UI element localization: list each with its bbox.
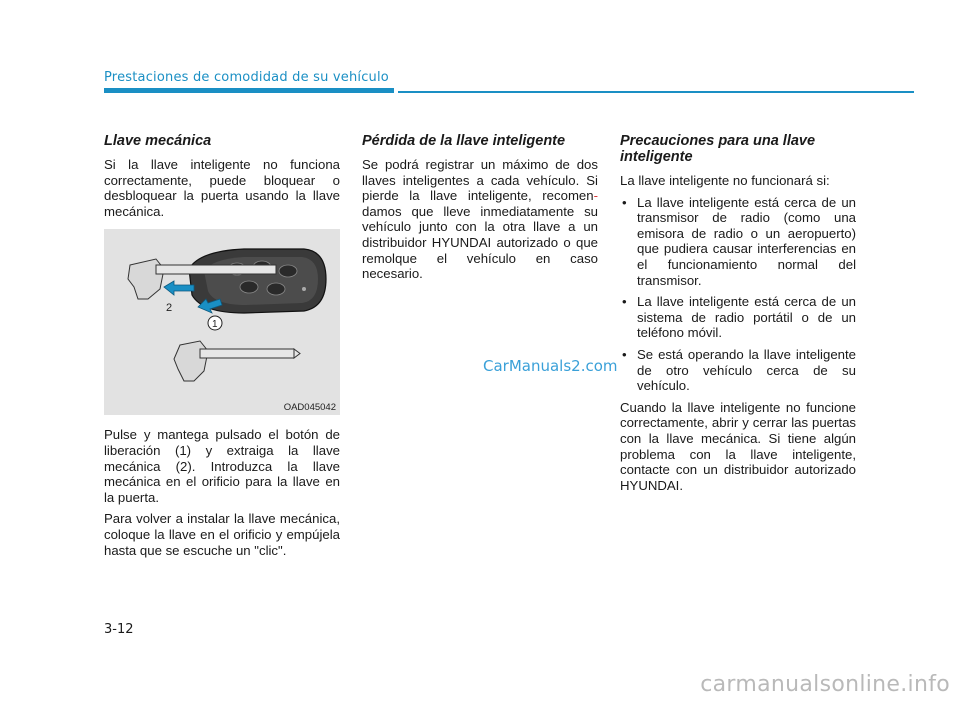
- paragraph-mechanical-key-reinstall: Para volver a instalar la llave mecánica, coloque la llave en el orificio y empújela hasta que se escuche un "clic".: [104, 511, 340, 558]
- heading-mechanical-key: Llave mecánica: [104, 133, 212, 149]
- section-title: Prestaciones de comodidad de su vehículo: [104, 70, 389, 85]
- column-smart-key-precautions: [620, 133, 856, 499]
- footer-site-link[interactable]: carmanualsonline.info: [700, 672, 950, 697]
- paragraph-lost-smart-key-part1: Se podrá registrar un máximo de dos llaves inteligentes a cada vehículo. Si pierde la llave inteligente, recomen: [362, 157, 598, 204]
- watermark-text: CarManuals2.com: [483, 357, 618, 375]
- header-rule-thin: [398, 91, 914, 93]
- smart-key-figure: [104, 229, 340, 415]
- paragraph-mechanical-key-release: Pulse y mantega pulsado el botón de liberación (1) y extraiga la llave mecánica (2). Introduzca la llave mecánica en el orificio para la llave en la puerta.: [104, 427, 340, 505]
- paragraph-lost-smart-key: [362, 157, 598, 282]
- figure-code: OAD045042: [283, 402, 336, 414]
- page-number: 3-12: [104, 622, 134, 637]
- precautions-list: [620, 195, 856, 394]
- figure-label-1: 1: [212, 319, 218, 331]
- heading-lost-smart-key: Pérdida de la llave inteligente: [362, 133, 566, 149]
- column-lost-smart-key: [362, 133, 598, 288]
- column-mechanical-key: [104, 133, 340, 564]
- paragraph-precautions-advice: Cuando la llave inteligente no funcione correctamente, abrir y cerrar las puertas con la llave mecánica. Si tiene algún problema con la llave inteligente, contacte con un distribuidor autorizado HYUNDAI.: [620, 399, 856, 493]
- list-item: • La llave inteligente está cerca de un transmisor de radio (como una emisora de radio o un aeropuerto) que pudiera causar interferencias en el funcionamiento normal del transmisor.: [620, 195, 856, 289]
- paragraph-lost-smart-key-part2: damos que lleve inmediatamente su vehículo junto con la otra llave a un distribuidor HYUNDAI autorizado o que remolque el vehículo en caso necesario.: [362, 203, 598, 282]
- paragraph-precautions-intro: La llave inteligente no funcionará si:: [620, 173, 830, 188]
- list-item: • La llave inteligente está cerca de un sistema de radio portátil o de un teléfono móvil.: [620, 294, 856, 341]
- heading-smart-key-precautions: Precauciones para una llave inteligente: [620, 133, 816, 165]
- smart-key-illustration: [104, 229, 340, 415]
- hyphen-mark: -: [593, 188, 598, 204]
- list-item: • Se está operando la llave inteligente de otro vehículo cerca de su vehículo.: [620, 347, 856, 394]
- header-rule-thick: [104, 88, 394, 93]
- paragraph-mechanical-key-intro: Si la llave inteligente no funciona correctamente, puede bloquear o desbloquear la puerta usando la llave mecánica.: [104, 157, 340, 219]
- figure-label-2: 2: [166, 302, 173, 315]
